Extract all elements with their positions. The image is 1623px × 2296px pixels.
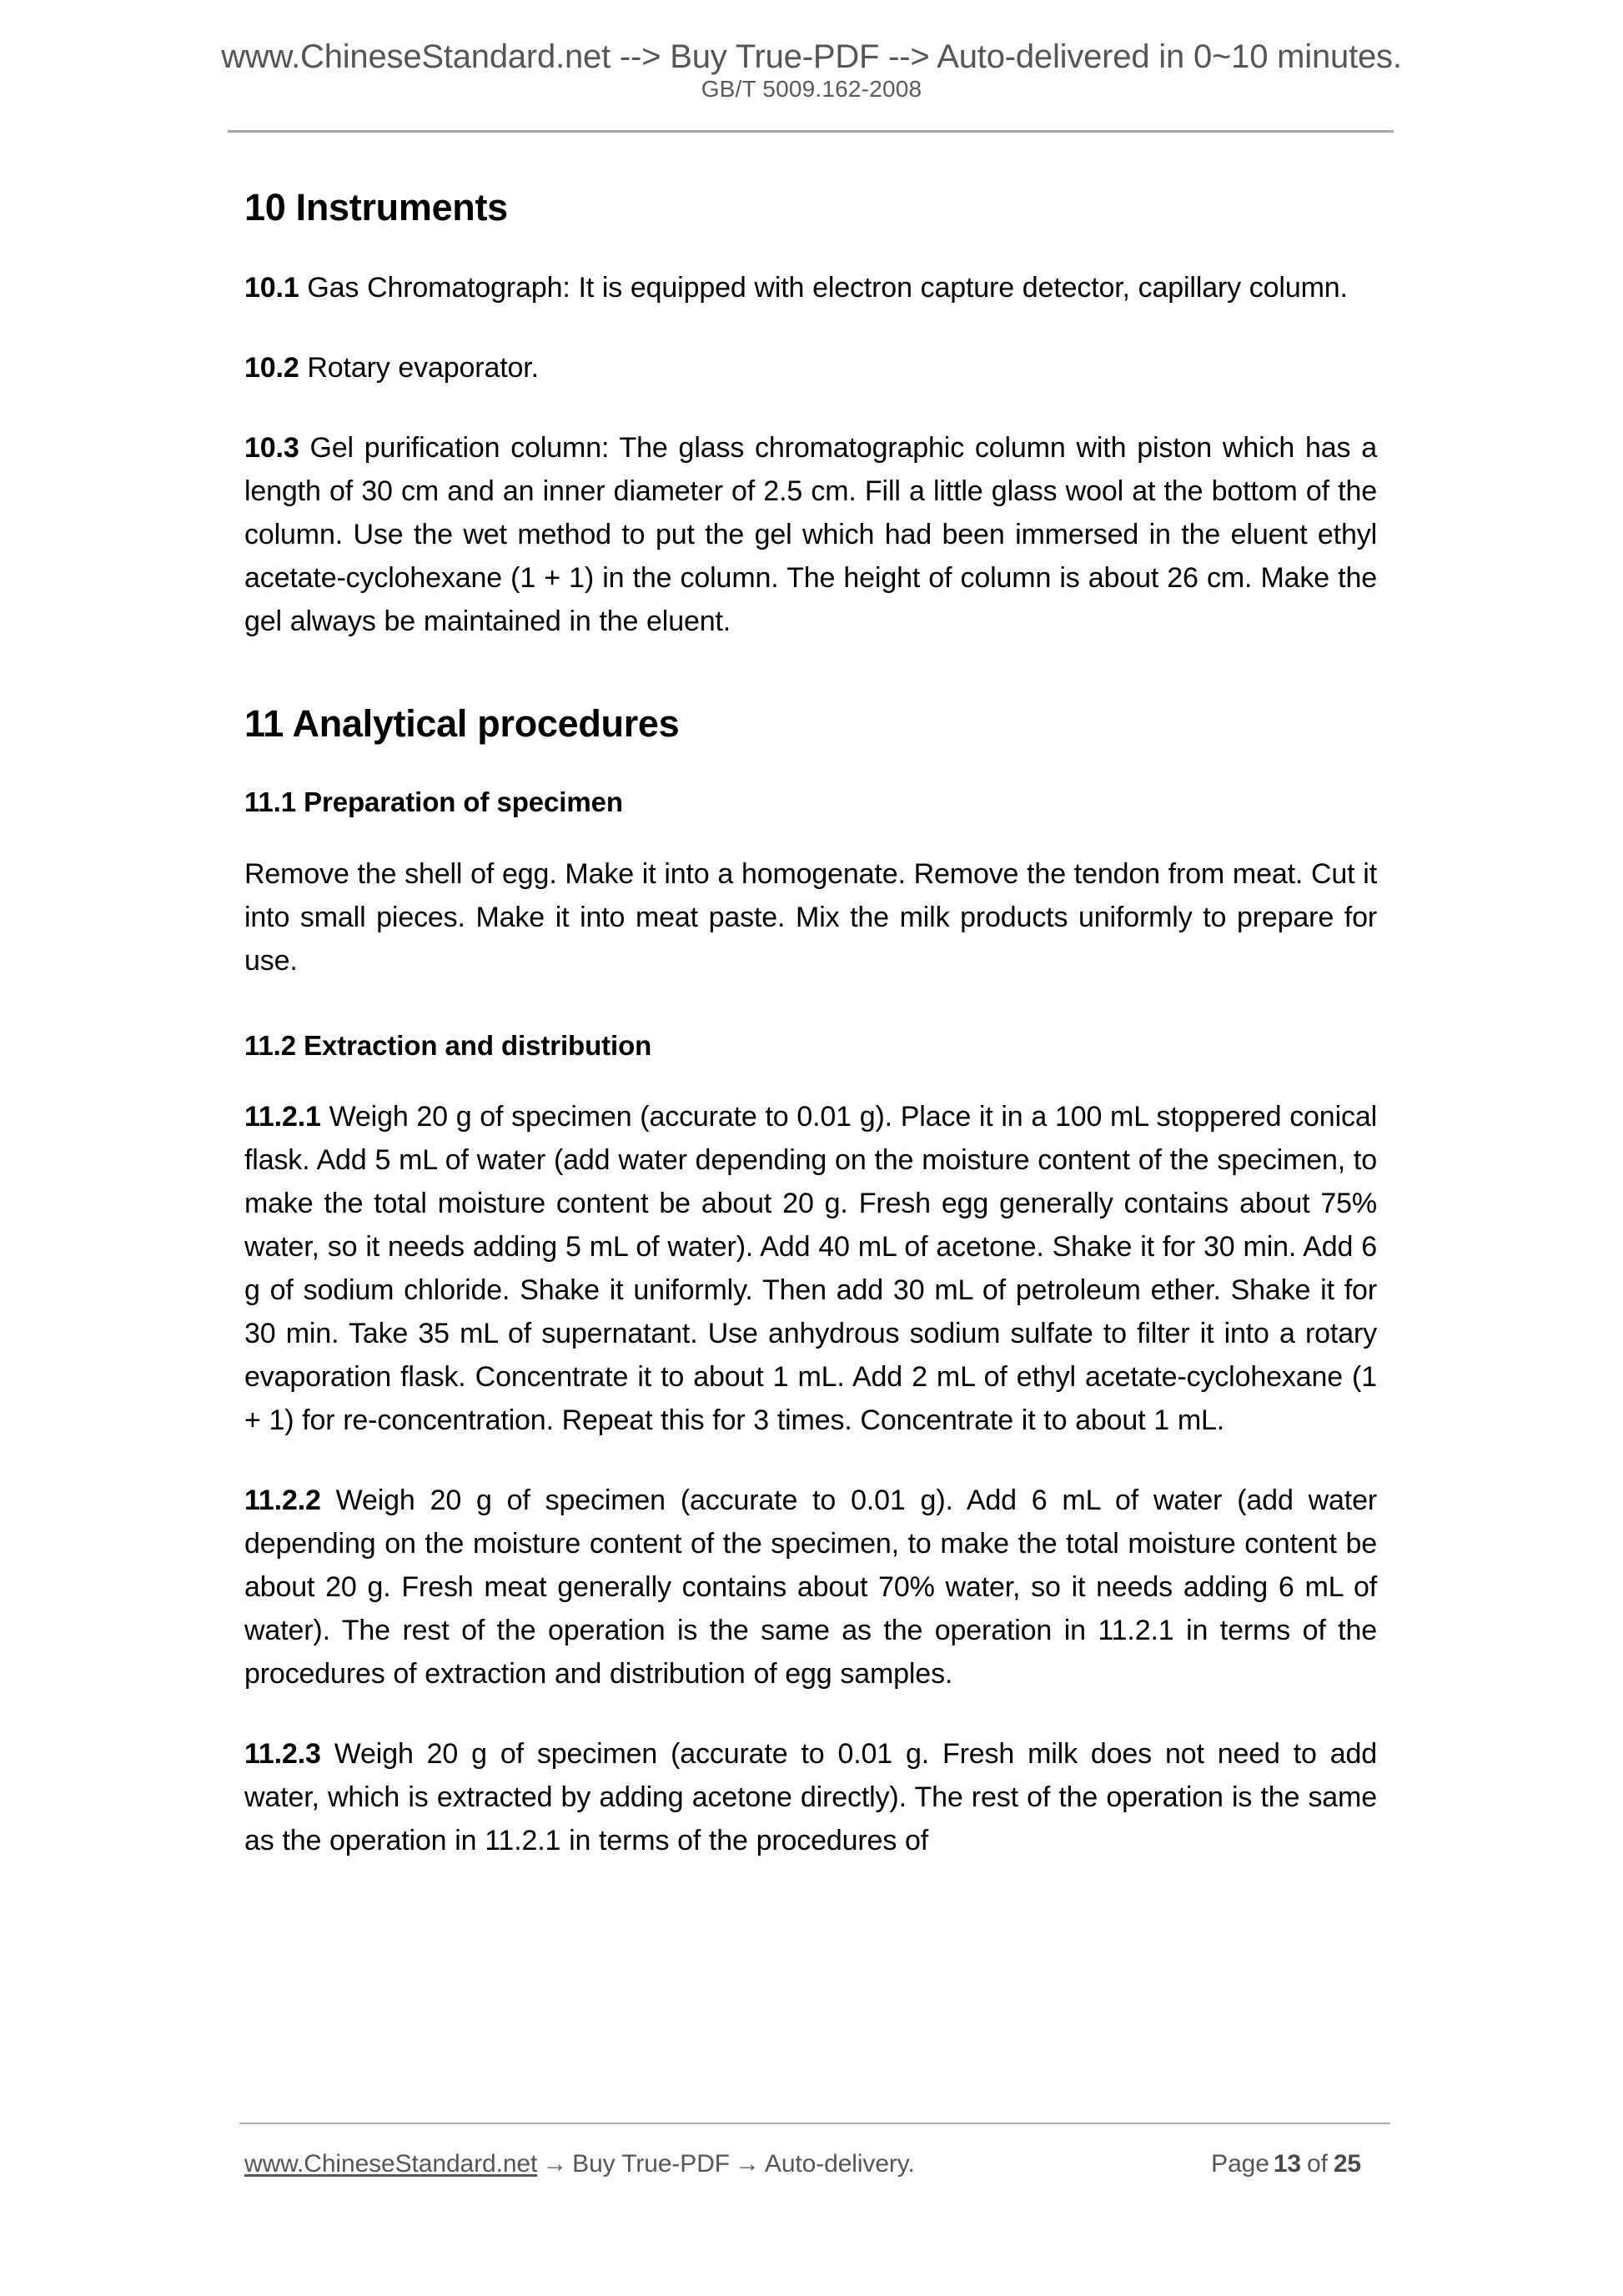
clause-11-2-3-paragraph: [244, 1732, 1377, 1862]
footer-site-link[interactable]: www.ChineseStandard.net: [244, 2150, 538, 2178]
clause-11-2-2-text: Weigh 20 g of specimen (accurate to 0.01 g). Add 6 mL of water (add water depending on the moisture content of the specimen, to make the total moisture content be about 20 g. Fresh meat generally contains about 70% water, so it needs adding 6 mL of water). The rest of the operation is the same as the operation in 11.2.1 in terms of the procedures of extraction and distribution of egg samples.: [244, 1485, 1377, 1691]
footer-divider: [239, 2123, 1390, 2124]
of-label: of: [1307, 2150, 1328, 2178]
clause-11-2-1-number: 11.2.1: [244, 1101, 321, 1133]
section-11-heading: 11 Analytical procedures: [244, 702, 680, 746]
clause-11-2-3-text: Weigh 20 g of specimen (accurate to 0.01 g. Fresh milk does not need to add water, which is extracted by adding acetone directly). The rest of the operation is the same as the operation in 11.2.1 in terms of the procedures of: [244, 1738, 1377, 1857]
clause-10-1-number: 10.1: [244, 272, 299, 304]
footer-delivery-label: Auto-delivery.: [764, 2150, 915, 2178]
clause-10-2-text: Rotary evaporator.: [299, 352, 539, 384]
clause-10-2-number: 10.2: [244, 352, 299, 384]
clause-10-3-text: Gel purification column: The glass chromatographic column with piston which has a length of 30 cm and an inner diameter of 2.5 cm. Fill a little glass wool at the bottom of the column. Use the wet method to put the gel which had been immersed in the eluent ethyl acetate-cyclohexane (1 + 1) in the column. The height of column is about 26 cm. Make the gel always be maintained in the eluent.: [244, 432, 1377, 638]
clause-11-2-heading: 11.2 Extraction and distribution: [244, 1029, 652, 1061]
current-page-number: 13: [1273, 2150, 1301, 2178]
clause-11-2-3-number: 11.2.3: [244, 1738, 321, 1771]
clause-10-1-text: Gas Chromatograph: It is equipped with electron capture detector, capillary column.: [299, 272, 1348, 304]
page-label: Page: [1211, 2150, 1269, 2178]
clause-11-1-heading: 11.1 Preparation of specimen: [244, 786, 623, 818]
page-header: [0, 40, 1623, 101]
clause-11-1-paragraph: Remove the shell of egg. Make it into a homogenate. Remove the tendon from meat. Cut it into small pieces. Make it into meat paste. Mix the milk products uniformly to prepare for use.: [244, 857, 1377, 977]
clause-10-1-paragraph: [244, 266, 1377, 309]
header-divider: [228, 130, 1394, 133]
clause-11-2-1-paragraph: [244, 1095, 1377, 1442]
footer-buy-label: Buy True-PDF: [572, 2150, 731, 2178]
total-page-number: 25: [1333, 2150, 1361, 2178]
clause-10-3-number: 10.3: [244, 432, 299, 465]
document-body: [244, 185, 1377, 1862]
clause-10-2-paragraph: [244, 346, 1377, 389]
section-10-heading: 10 Instruments: [244, 186, 508, 229]
footer-promo: [244, 2150, 915, 2178]
header-promo-text: www.ChineseStandard.net --> Buy True-PDF --> Auto-delivered in 0~10 minutes.: [221, 38, 1402, 75]
clause-11-2-1-text: Weigh 20 g of specimen (accurate to 0.01 g). Place it in a 100 mL stoppered conical flask. Add 5 mL of water (add water depending on the moisture content of the specimen, to make the total moisture content be about 20 g. Fresh egg generally contains about 75% water, so it needs adding 5 mL of water). Add 40 mL of acetone. Shake it for 30 min. Add 6 g of sodium chloride. Shake it uniformly. Then add 30 mL of petroleum ether. Shake it for 30 min. Take 35 mL of supernatant. Use anhydrous sodium sulfate to filter it into a rotary evaporation flask. Concentrate it to about 1 mL. Add 2 mL of ethyl acetate-cyclohexane (1 + 1) for re-concentration. Repeat this for 3 times. Concentrate it to about 1 mL.: [244, 1101, 1377, 1437]
arrow-right-icon: →: [542, 2150, 568, 2178]
page-indicator: [1211, 2150, 1387, 2178]
clause-10-3-paragraph: [244, 426, 1377, 643]
header-standard-code: GB/T 5009.162-2008: [701, 76, 922, 102]
page-footer: [244, 2150, 1387, 2178]
arrow-right-icon-2: →: [735, 2150, 760, 2178]
clause-11-2-2-number: 11.2.2: [244, 1485, 321, 1517]
clause-11-2-2-paragraph: [244, 1479, 1377, 1696]
